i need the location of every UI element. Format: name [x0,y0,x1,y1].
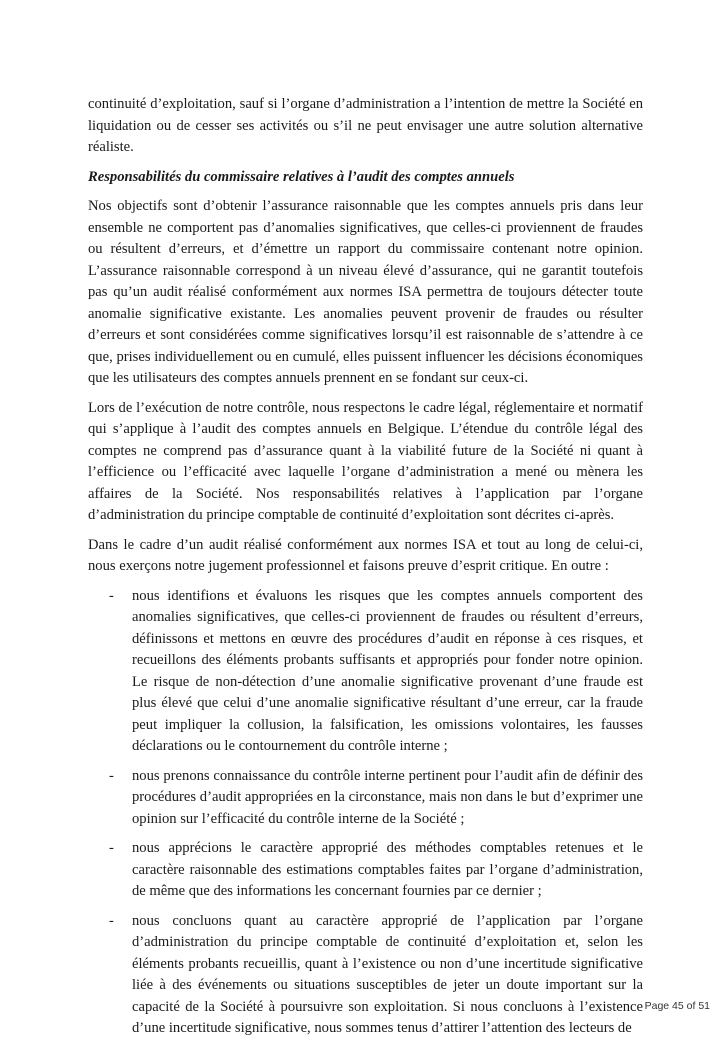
responsibilities-list [88,586,643,1040]
paragraph-continuation: continuité d’exploitation, sauf si l’organe d’administration a l’intention de mettre la Société en liquidation ou de cesser ses activités ou s’il ne peut envisager une autre solution alternative réaliste. [88,96,643,155]
bullet-dash: - [109,912,114,929]
list-item [88,911,643,1040]
list-item-text: nous identifions et évaluons les risques que les comptes annuels comportent des anomalies significatives, que celles-ci proviennent de fraudes ou résultent d’erreurs, définissons et mettons en œuvre des procédures d’audit en réponse à ces risques, et recueillons des éléments probants suffisants et appropriés pour fonder notre opinion. Le risque de non-détection d’une anomalie significative provenant d’une fraude est plus élevé que celui d’une anomalie significative résultant d’une erreur, car la fraude peut impliquer la collusion, la falsification, les omissions volontaires, les fausses déclarations ou le contournement du contrôle interne ; [132,587,643,754]
paragraph-isa-intro: Dans le cadre d’un audit réalisé conformément aux normes ISA et tout au long de celui-ci, nous exerçons notre jugement professionnel et faisons preuve d’esprit critique. En outre : [88,536,643,574]
document-page [88,94,643,1048]
page-number: Page 45 of 51 [644,1000,710,1012]
paragraph-legal-framework: Lors de l’exécution de notre contrôle, nous respectons le cadre légal, réglementaire et normatif qui s’applique à l’audit des comptes annuels en Belgique. L’étendue du contrôle légal des comptes ne comprend pas d’assurance quant à la viabilité future de la Société ni quant à l’efficience ou l’efficacité avec laquelle l’organe d’administration a mené ou mènera les affaires de la Société. Nos responsabilités relatives à l’application par l’organe d’administration du principe comptable de continuité d’exploitation sont décrites ci-après. [88,399,643,523]
bullet-dash: - [109,840,114,856]
list-item-text: nous apprécions le caractère approprié des méthodes comptables retenues et le caractère raisonnable des estimations comptables faites par l’organe d’administration, de même que des informations les concernant fournies par ce dernier ; [132,840,643,899]
list-item [88,838,643,903]
paragraph-objectives: Nos objectifs sont d’obtenir l’assurance raisonnable que les comptes annuels pris dans leur ensemble ne comportent pas d’anomalies significatives, que celles-ci proviennent de fraudes ou résultent d’erreurs, et d’émettre un rapport du commissaire contenant notre opinion. L’assurance raisonnable correspond à un niveau élevé d’assurance, qui ne garantit toutefois pas qu’un audit réalisé conformément aux normes ISA permettra de toujours détecter toute anomalie significative existante. Les anomalies peuvent provenir de fraudes ou résulter d’erreurs et sont considérées comme significatives lorsqu’il est raisonnable de s’attendre à ce que, prises individuellement ou en cumulé, elles puissent influencer les décisions économiques que les utilisateurs des comptes annuels prennent en se fondant sur ceux-ci. [88,198,643,386]
bullet-dash: - [109,587,114,604]
list-item-text: nous concluons quant au caractère approprié de l’application par l’organe d’administration du principe comptable de continuité d’exploitation et, selon les éléments probants recueillis, quant à l’existence ou non d’une incertitude significative liée à des événements ou situations susceptibles de jeter un doute important sur la capacité de la Société à poursuivre son exploitation. Si nous concluons à l’existence d’une incertitude significative, nous sommes tenus d’attirer l’attention des lecteurs de [132,912,643,1036]
list-item [88,586,643,758]
section-heading: Responsabilités du commissaire relatives à l’audit des comptes annuels [88,168,515,185]
list-item [88,766,643,831]
bullet-dash: - [109,767,114,784]
list-item-text: nous prenons connaissance du contrôle interne pertinent pour l’audit afin de définir des procédures d’audit appropriées en la circonstance, mais non dans le but d’exprimer une opinion sur l’efficacité du contrôle interne de la Société ; [132,767,643,827]
